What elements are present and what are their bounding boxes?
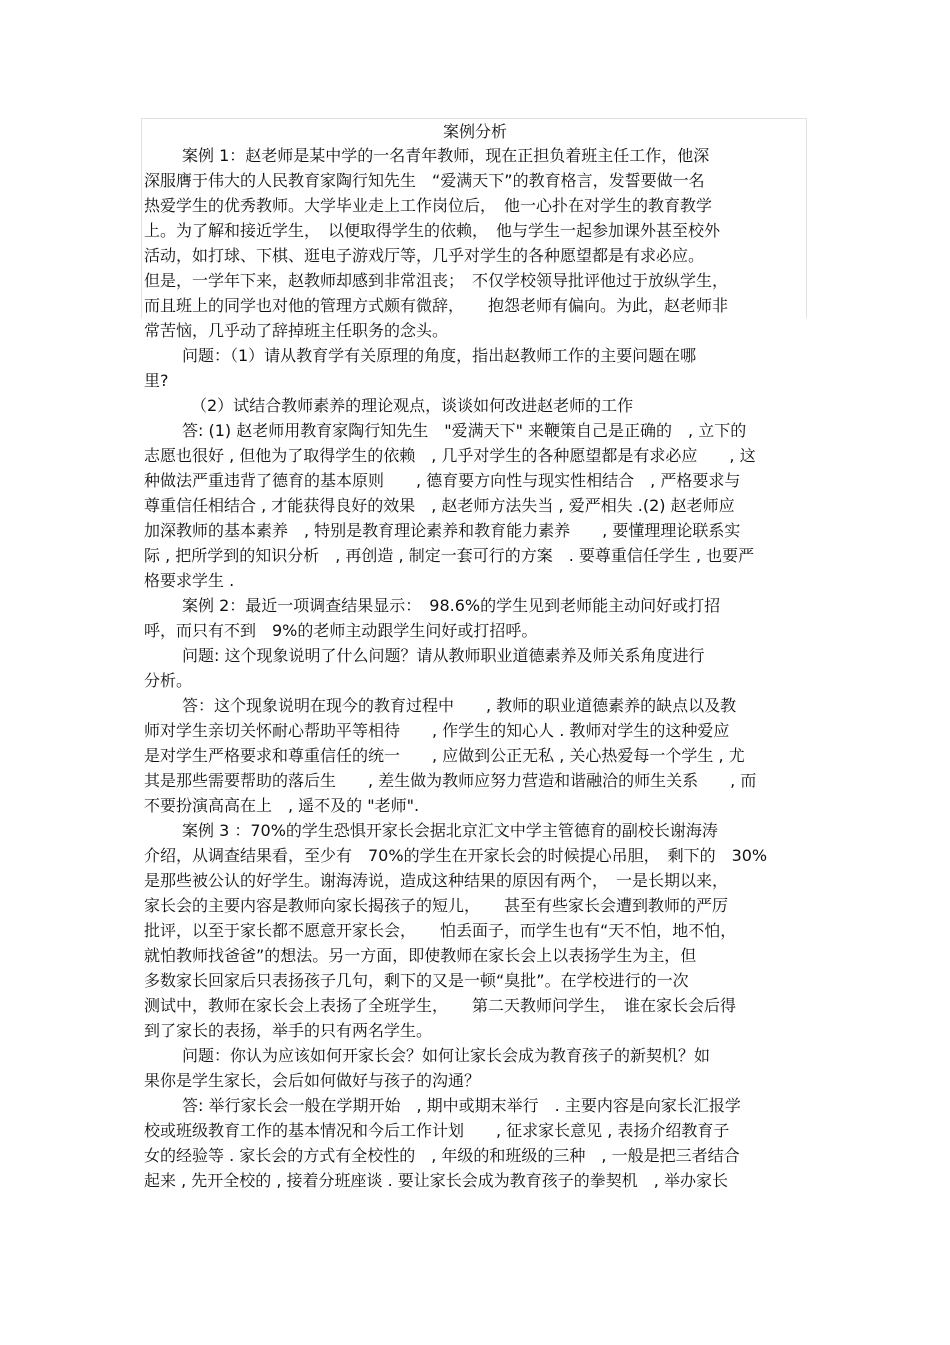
text-line: 常苦恼，几乎动了辞掉班主任职务的念头。 — [144, 321, 449, 340]
text-line: 深服膺于伟大的人民教育家陶行知先生 “爱满天下”的教育格言，发誓要做一名 — [144, 171, 705, 190]
text-line: 问题：你认为应该如何开家长会？如何让家长会成为教育孩子的新契机？如 — [182, 1046, 711, 1065]
page-frame-left-border — [141, 118, 142, 318]
text-line: 格要求学生 . — [144, 571, 235, 590]
text-line: 案例 3 ：70%的学生恐惧开家长会据北京汇文中学主管德育的副校长谢海涛 — [182, 821, 718, 840]
text-line: 测试中，教师在家长会上表扬了全班学生， 第二天教师问学生， 谁在家长会后得 — [144, 996, 737, 1015]
text-line: 里? — [144, 371, 169, 390]
text-line: 问题：（1）请从教育学有关原理的角度，指出赵教师工作的主要问题在哪 — [182, 346, 697, 365]
text-line: 加深教师的基本素养 , 特别是教育理论素养和教育能力素养 , 要懂理理论联系实 — [144, 521, 741, 540]
text-line: 到了家长的表扬，举手的只有两名学生。 — [144, 1021, 433, 1040]
text-line: 而且班上的同学也对他的管理方式颇有微辞， 抱怨老师有偏向。为此，赵老师非 — [144, 296, 729, 315]
text-line: 热爱学生的优秀教师。大学毕业走上工作岗位后， 他一心扑在对学生的教育教学 — [144, 196, 713, 215]
document-title: 案例分析 — [442, 122, 507, 141]
text-line: 起来 , 先开全校的 , 接着分班座谈 . 要让家长会成为教育孩子的拳契机 , 举办家长 — [144, 1171, 728, 1190]
text-line: 种做法严重违背了德育的基本原则 , 德育要方向性与现实性相结合 , 严格要求与 — [144, 471, 741, 490]
text-line: 际 , 把所学到的知识分析 , 再创造 , 制定一套可行的方案 . 要尊重信任学生 , 也要严 — [144, 546, 755, 565]
text-line: 家长会的主要内容是教师向家长揭孩子的短儿， 甚至有些家长会遭到教师的严厉 — [144, 896, 729, 915]
text-line: 呼，而只有不到 9%的老师主动跟学生问好或打招呼。 — [144, 621, 538, 640]
text-line: （2）试结合教师素养的理论观点，谈谈如何改进赵老师的工作 — [191, 396, 634, 415]
text-line: 志愿也很好 , 但他为了取得学生的依赖 , 几乎对学生的各种愿望都是有求必应 , 这 — [144, 446, 756, 465]
text-line: 多数家长回家后只表扬孩子几句，剩下的又是一顿“臭批”。在学校进行的一次 — [144, 971, 689, 990]
text-line: 介绍，从调查结果看，至少有 70%的学生在开家长会的时候提心吊胆， 剩下的 30% — [144, 846, 768, 865]
text-line: 案例 2：最近一项调查结果显示： 98.6%的学生见到老师能主动问好或打招 — [182, 596, 721, 615]
text-line: 案例 1：赵老师是某中学的一名青年教师，现在正担负着班主任工作，他深 — [182, 146, 710, 165]
text-line: 上。为了解和接近学生， 以便取得学生的依赖， 他与学生一起参加课外甚至校外 — [144, 221, 721, 240]
text-line: 女的经验等 . 家长会的方式有全校性的 , 年级的和班级的三种 , 一般是把三者结合 — [144, 1146, 740, 1165]
text-line: 但是，一学年下来，赵教师却感到非常沮丧； 不仅学校领导批评他过于放纵学生， — [144, 271, 729, 290]
text-line: 批评，以至于家长都不愿意开家长会， 怕丢面子，而学生也有“天不怕，地不怕， — [144, 921, 737, 940]
text-line: 问题: 这个现象说明了什么问题？请从教师职业道德素养及师关系角度进行 — [182, 646, 705, 665]
text-line: 就怕教师找爸爸”的想法。另一方面，即使教师在家长会上以表扬学生为主，但 — [144, 946, 697, 965]
text-line: 是那些被公认的好学生。谢海涛说，造成这种结果的原因有两个， 一是长期以来， — [144, 871, 729, 890]
text-line: 尊重信任相结合 , 才能获得良好的效果 , 赵老师方法失当 , 爱严相失 .(2) 赵老师应 — [144, 496, 735, 515]
text-line: 答: (1) 赵老师用教育家陶行知先生 "爱满天下" 来鞭策自己是正确的 , 立下的 — [182, 421, 747, 440]
text-line: 是对学生严格要求和尊重信任的统一 , 应做到公正无私 , 关心热爱每一个学生 , 尤 — [144, 746, 745, 765]
text-line: 答: 举行家长会一般在学期开始 , 期中或期末举行 . 主要内容是向家长汇报学 — [182, 1096, 741, 1115]
text-line: 分析。 — [144, 671, 193, 690]
text-line: 师对学生亲切关怀耐心帮助平等相待 , 作学生的知心人 . 教师对学生的这种爱应 — [144, 721, 730, 740]
text-line: 答：这个现象说明在现今的教育过程中 , 教师的职业道德素养的缺点以及教 — [182, 696, 737, 715]
text-line: 果你是学生家长，会后如何做好与孩子的沟通？ — [144, 1071, 481, 1090]
text-line: 校或班级教育工作的基本情况和今后工作计划 , 征求家长意见 , 表扬介绍教育子 — [144, 1121, 730, 1140]
text-line: 不要扮演高高在上 , 遥不及的 "老师". — [144, 796, 420, 815]
text-line: 其是那些需要帮助的落后生 , 差生做为教师应努力营造和谐融洽的师生关系 , 而 — [144, 771, 757, 790]
text-line: 活动，如打球、下棋、逛电子游戏厅等，几乎对学生的各种愿望都是有求必应。 — [144, 246, 705, 265]
